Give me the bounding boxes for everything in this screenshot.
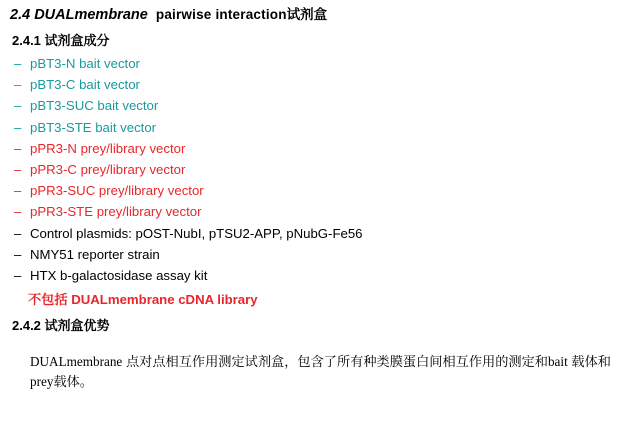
dash-bullet-icon: – [14, 246, 22, 262]
subsection-1-label: 试剂盒成分 [44, 32, 110, 48]
list-item-label: pBT3-SUC bait vector [30, 98, 159, 114]
dash-bullet-icon: – [14, 119, 22, 135]
pairwise-label: pairwise interaction [155, 7, 287, 22]
section-number: 2.4 [10, 7, 31, 23]
subsection-1-number: 2.4.1 [12, 32, 41, 48]
list-item-label: pPR3-STE prey/library vector [30, 204, 202, 220]
list-item [10, 53, 624, 74]
subsection-1-heading [12, 30, 624, 49]
list-item-label: pBT3-N bait vector [30, 55, 140, 71]
list-item [10, 180, 624, 201]
dash-bullet-icon: – [14, 267, 22, 283]
paragraph-text-4: 载体。 [53, 374, 93, 390]
dash-bullet-icon: – [14, 225, 22, 241]
list-item [10, 74, 624, 95]
paragraph-product-name: DUALmembrane [30, 354, 123, 370]
list-item-label: pPR3-N prey/library vector [30, 140, 186, 156]
list-item-label: NMY51 reporter strain [30, 246, 160, 262]
list-item [10, 244, 624, 265]
subsection-2-label: 试剂盒优势 [44, 318, 110, 334]
list-item [10, 117, 624, 138]
list-item [10, 95, 624, 116]
list-item-label: Control plasmids: pOST-NubI, pTSU2-APP, pNubG-Fe56 [30, 225, 363, 241]
paragraph-text-3: 载体和 [567, 354, 611, 370]
list-item [10, 265, 624, 286]
paragraph-text-1: 点对点相互作用测定试剂盒，包含了所有种类膜蛋白间相互作用的测定 [122, 354, 535, 370]
dash-bullet-icon: – [14, 77, 22, 93]
product-name: DUALmembrane [34, 7, 148, 23]
paragraph-prey-term: prey [30, 374, 54, 390]
list-item [10, 201, 624, 222]
dash-bullet-icon: – [14, 161, 22, 177]
title-cjk-suffix: 试剂盒 [286, 7, 328, 22]
dash-bullet-icon: – [14, 183, 22, 199]
paragraph-bait-term: bait [547, 354, 568, 370]
components-list [10, 53, 624, 286]
list-item-label: pBT3-STE bait vector [30, 119, 157, 135]
list-item [10, 159, 624, 180]
list-item-label: pPR3-C prey/library vector [30, 161, 186, 177]
subsection-2-number: 2.4.2 [12, 318, 41, 334]
dash-bullet-icon: – [14, 55, 22, 71]
list-item-label: pPR3-SUC prey/library vector [30, 183, 204, 199]
body-paragraph [30, 352, 624, 392]
page-title [10, 8, 624, 24]
dash-bullet-icon: – [14, 98, 22, 114]
dash-bullet-icon: – [14, 140, 22, 156]
list-item [10, 138, 624, 159]
list-item-label: HTX b-galactosidase assay kit [30, 267, 208, 283]
list-item-label: pBT3-C bait vector [30, 77, 140, 93]
list-item [10, 223, 624, 244]
dash-bullet-icon: – [14, 204, 22, 220]
exclusion-note: 不包括 DUALmembrane cDNA library [28, 292, 258, 308]
subsection-2-heading [12, 315, 624, 334]
paragraph-text-2: 和 [534, 354, 548, 370]
